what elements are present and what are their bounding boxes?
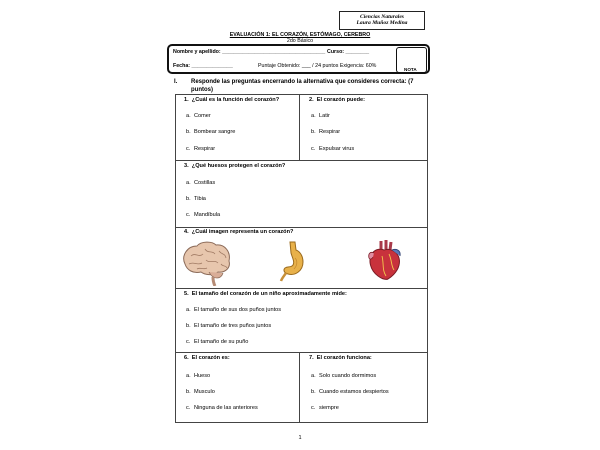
question-2: 2. El corazón puede: <box>309 97 365 103</box>
q1-option-b[interactable]: b. Bombear sangre <box>186 129 236 135</box>
question-4: 4. ¿Cuál imagen representa un corazón? <box>184 229 294 235</box>
teacher-box <box>339 11 425 30</box>
q2-option-a[interactable]: a. Latir <box>311 113 330 119</box>
grade-label: 2do Básico <box>286 38 314 44</box>
q2-option-c[interactable]: c. Expulsar virus <box>311 146 355 152</box>
name-field-label[interactable]: Nombre y apellido: ___________________________________ <box>173 49 326 55</box>
nota-label: NOTA <box>404 67 417 72</box>
question-6: 6. El corazón es: <box>184 355 230 361</box>
q1-option-a[interactable]: a. Comer <box>186 113 211 119</box>
q1-option-c[interactable]: c. Respirar <box>186 146 216 152</box>
q2-option-b[interactable]: b. Respirar <box>311 129 341 135</box>
q7-option-a[interactable]: a. Solo cuando dormimos <box>311 373 377 379</box>
subject-label: Ciencias Naturales <box>360 14 404 20</box>
q7-option-c[interactable]: c. siempre <box>311 405 339 411</box>
page-number: 1 <box>298 435 302 441</box>
page-title: EVALUACIÓN 1: EL CORAZÓN, ESTÓMAGO, CEREBRO <box>229 32 371 38</box>
question-3: 3. ¿Qué huesos protegen el corazón? <box>184 163 286 169</box>
q6-option-b[interactable]: b. Musculo <box>186 389 215 395</box>
question-1: 1. ¿Cuál es la función del corazón? <box>184 97 280 103</box>
nota-box[interactable] <box>396 47 427 73</box>
brain-image[interactable] <box>179 240 233 286</box>
section-numeral: I. <box>174 79 178 85</box>
section-instruction: Responde las preguntas encerrando la alternativa que consideres correcta: (7 puntos) <box>191 79 414 93</box>
q3-option-a[interactable]: a. Costillas <box>186 180 216 186</box>
heart-image[interactable] <box>364 238 406 282</box>
q5-option-c[interactable]: c. El tamaño de su puño <box>186 339 249 345</box>
q3-option-b[interactable]: b. Tibia <box>186 196 206 202</box>
date-field-label[interactable]: Fecha: ______________ <box>173 63 233 69</box>
q7-option-b[interactable]: b. Cuando estamos despiertos <box>311 389 389 395</box>
q3-option-c[interactable]: c. Mandíbula <box>186 212 221 218</box>
question-7: 7. El corazón funciona: <box>309 355 372 361</box>
question-5: 5. El tamaño del corazón de un niño aproximadamente mide: <box>184 291 347 297</box>
teacher-name: Laura Muñoz Medina <box>356 20 408 26</box>
stomach-image[interactable] <box>279 240 309 282</box>
q6-option-c[interactable]: c. Ninguna de las anteriores <box>186 405 258 411</box>
q6-option-a[interactable]: a. Hueso <box>186 373 211 379</box>
score-label: Puntaje Obtenido: ___ / 24 puntos Exigencia: 60% <box>258 63 377 69</box>
q5-option-a[interactable]: a. El tamaño de sus dos puños juntos <box>186 307 282 313</box>
course-field-label[interactable]: Curso: ________ <box>327 49 370 55</box>
q5-option-b[interactable]: b. El tamaño de tres puños juntos <box>186 323 272 329</box>
